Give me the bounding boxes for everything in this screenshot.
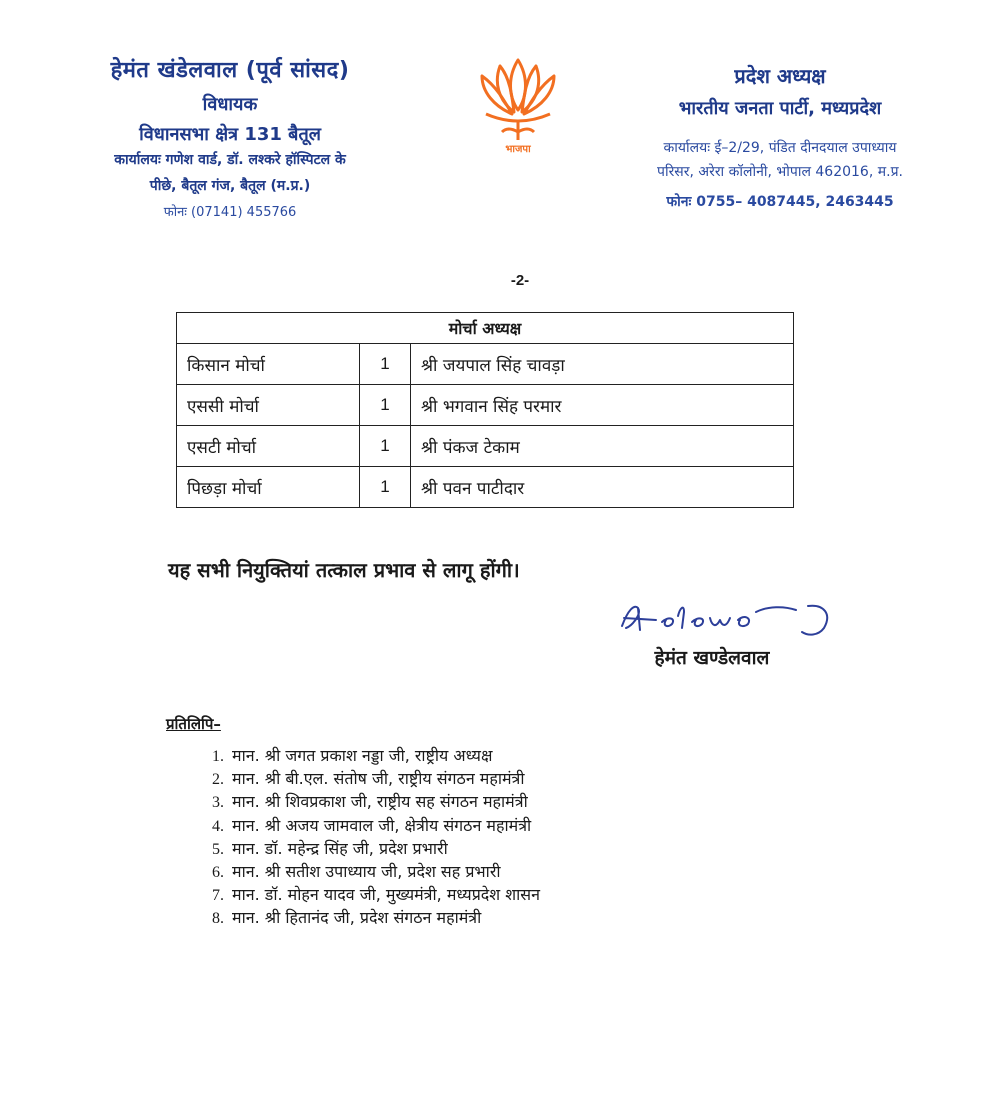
list-item-number: 8. bbox=[212, 910, 224, 928]
morcha-cell: पिछड़ा मोर्चा bbox=[177, 467, 360, 508]
appointee-cell: श्री भगवान सिंह परमार bbox=[411, 385, 794, 426]
count-cell: 1 bbox=[360, 385, 411, 426]
appointee-cell: श्री पवन पाटीदार bbox=[411, 467, 794, 508]
list-item-number: 2. bbox=[212, 771, 224, 789]
list-item-text: मान. श्री शिवप्रकाश जी, राष्ट्रीय सह संगठन महामंत्री bbox=[232, 792, 528, 812]
signer-name: हेमंत खण्डेलवाल bbox=[654, 647, 770, 669]
sender-address-line2: पीछे, बैतूल गंज, बैतूल (म.प्र.) bbox=[149, 178, 311, 194]
list-item-text: मान. डॉ. मोहन यादव जी, मुख्यमंत्री, मध्यप्रदेश शासन bbox=[232, 885, 540, 905]
office-address-line1: कार्यालयः ई–2/29, पंडित दीनदयाल उपाध्याय bbox=[663, 140, 897, 156]
cc-label: प्रतिलिपि– bbox=[166, 715, 221, 733]
count-cell: 1 bbox=[360, 344, 411, 385]
list-item bbox=[160, 790, 540, 813]
sender-title: विधायक bbox=[202, 94, 258, 115]
list-item bbox=[160, 883, 540, 906]
appointee-cell: श्री पंकज टेकाम bbox=[411, 426, 794, 467]
statement-text: यह सभी नियुक्तियां तत्काल प्रभाव से लागू होंगी। bbox=[168, 558, 520, 582]
count-cell: 1 bbox=[360, 426, 411, 467]
morcha-cell: एससी मोर्चा bbox=[177, 385, 360, 426]
morcha-cell: एसटी मोर्चा bbox=[177, 426, 360, 467]
appointee-cell: श्री जयपाल सिंह चावड़ा bbox=[411, 344, 794, 385]
list-item-text: मान. श्री बी.एल. संतोष जी, राष्ट्रीय संगठन महामंत्री bbox=[232, 769, 525, 789]
signature-image bbox=[618, 596, 848, 642]
table-row bbox=[177, 385, 794, 426]
list-item-text: मान. डॉ. महेन्द्र सिंह जी, प्रदेश प्रभारी bbox=[232, 838, 448, 858]
office-title: प्रदेश अध्यक्ष bbox=[734, 64, 826, 88]
list-item-text: मान. श्री हितानंद जी, प्रदेश संगठन महामंत्री bbox=[232, 908, 482, 928]
logo-text: भाजपा bbox=[505, 144, 531, 155]
list-item-number: 7. bbox=[212, 887, 224, 905]
count-cell: 1 bbox=[360, 467, 411, 508]
list-item-text: मान. श्री अजय जामवाल जी, क्षेत्रीय संगठन महामंत्री bbox=[232, 815, 532, 835]
sender-constituency: विधानसभा क्षेत्र 131 बैतूल bbox=[139, 124, 321, 145]
table-heading: मोर्चा अध्यक्ष bbox=[177, 313, 794, 344]
bjp-lotus-icon bbox=[468, 48, 568, 158]
office-phone: फोनः 0755– 4087445, 2463445 bbox=[666, 194, 894, 210]
list-item-text: मान. श्री सतीश उपाध्याय जी, प्रदेश सह प्रभारी bbox=[232, 861, 501, 881]
list-item-text: मान. श्री जगत प्रकाश नड्डा जी, राष्ट्रीय अध्यक्ष bbox=[232, 746, 493, 765]
morcha-table bbox=[176, 312, 794, 508]
party-name: भारतीय जनता पार्टी, मध्यप्रदेश bbox=[678, 98, 882, 119]
sender-address-line1: कार्यालयः गणेश वार्ड, डॉ. लश्करे हॉस्पिटल के bbox=[114, 152, 346, 168]
list-item-number: 4. bbox=[212, 817, 224, 835]
table-header-row bbox=[177, 313, 794, 344]
list-item bbox=[160, 767, 540, 790]
list-item-number: 5. bbox=[212, 840, 224, 858]
list-item bbox=[160, 860, 540, 883]
sender-phone: फोनः (07141) 455766 bbox=[163, 205, 297, 220]
cc-list bbox=[160, 744, 540, 930]
list-item bbox=[160, 837, 540, 860]
page-number: -2- bbox=[510, 272, 530, 289]
office-address-line2: परिसर, अरेरा कॉलोनी, भोपाल 462016, म.प्र. bbox=[657, 164, 903, 180]
list-item-number: 3. bbox=[212, 794, 224, 812]
list-item-number: 1. bbox=[212, 748, 224, 765]
list-item-number: 6. bbox=[212, 863, 224, 881]
sender-name: हेमंत खंडेलवाल (पूर्व सांसद) bbox=[110, 58, 350, 83]
morcha-cell: किसान मोर्चा bbox=[177, 344, 360, 385]
list-item bbox=[160, 906, 540, 929]
list-item bbox=[160, 814, 540, 837]
table-row bbox=[177, 426, 794, 467]
table-row bbox=[177, 467, 794, 508]
table-row bbox=[177, 344, 794, 385]
list-item bbox=[160, 744, 540, 767]
